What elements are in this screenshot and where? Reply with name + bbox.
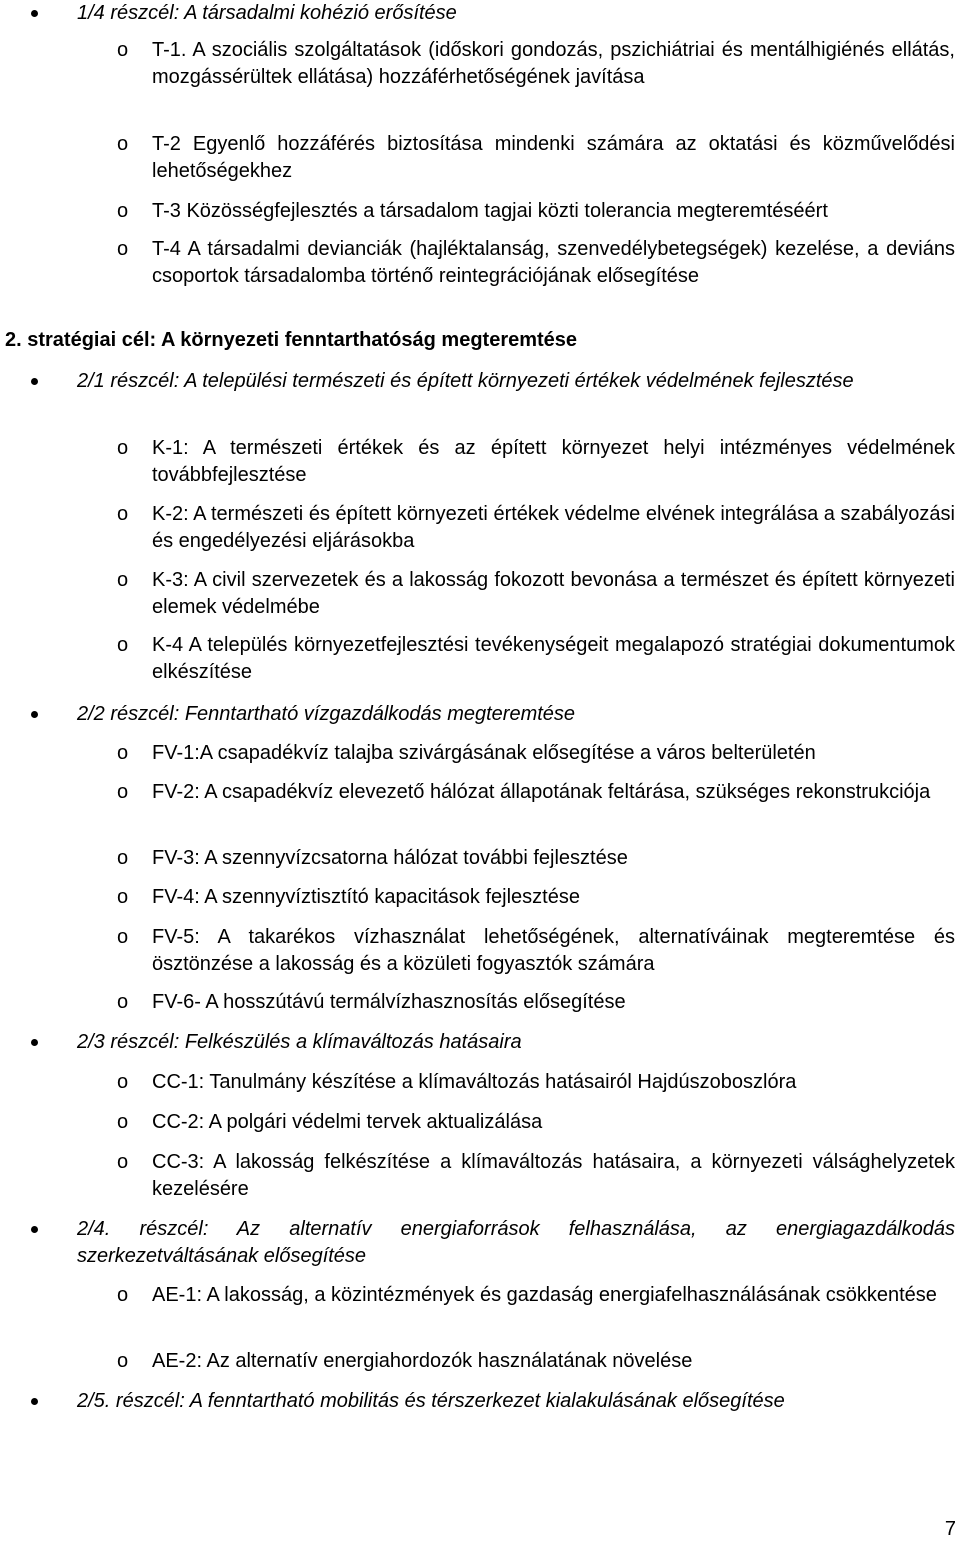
sub-marker: o <box>117 200 129 222</box>
sub-marker: o <box>117 133 129 155</box>
list-item: CC-2: A polgári védelmi tervek aktualizálása <box>152 1111 543 1133</box>
sub-marker: o <box>117 886 129 908</box>
subgoal-title: 2/1 részcél: A települési természeti és épített környezeti értékek védelmének fejlesztése <box>77 370 854 392</box>
list-item: FV-3: A szennyvízcsatorna hálózat további fejlesztése <box>152 847 628 869</box>
list-item: K-2: A természeti és épített környezeti értékek védelme elvének integrálása a szabályozási és engedélyezési eljárásokba <box>152 503 955 552</box>
list-item: FV-6- A hosszútávú termálvízhasznosítás elősegítése <box>152 991 626 1013</box>
sub-marker: o <box>117 847 129 869</box>
list-item: FV-5: A takarékos vízhasználat lehetőségének, alternatíváinak megteremtése és ösztönzése a lakosság és a közületi fogyasztók számára <box>152 926 955 975</box>
subgoal-title: 2/4. részcél: Az alternatív energiaforrások felhasználása, az energiagazdálkodás szerkezetváltásának elősegítése <box>77 1218 955 1267</box>
sub-marker: o <box>117 926 129 948</box>
bullet-icon <box>31 1226 38 1233</box>
page-number: 7 <box>944 1518 956 1540</box>
list-item: T-4 A társadalmi devianciák (hajléktalanság, szenvedélybetegségek) kezelése, a deviáns csoportok társadalomba történő reintegrációjának elősegítése <box>152 238 955 287</box>
sub-marker: o <box>117 1350 129 1372</box>
sub-marker: o <box>117 39 129 61</box>
list-item: T-3 Közösségfejlesztés a társadalom tagjai közti tolerancia megteremtéséért <box>152 200 828 222</box>
list-item: CC-1: Tanulmány készítése a klímaváltozás hatásairól Hajdúszoboszlóra <box>152 1071 797 1093</box>
sub-marker: o <box>117 238 129 260</box>
list-item: K-1: A természeti értékek és az épített környezet helyi intézményes védelmének továbbfejlesztése <box>152 437 955 486</box>
subgoal-title: 2/3 részcél: Felkészülés a klímaváltozás hatásaira <box>77 1031 522 1053</box>
sub-marker: o <box>117 437 129 459</box>
sub-marker: o <box>117 781 129 803</box>
list-item: FV-1:A csapadékvíz talajba szivárgásának elősegítése a város belterületén <box>152 742 816 764</box>
sub-marker: o <box>117 742 129 764</box>
sub-marker: o <box>117 1111 129 1133</box>
list-item: T-1. A szociális szolgáltatások (időskori gondozás, pszichiátriai és mentálhigiénés ellátás, mozgássérültek ellátása) hozzáférhetőségének javítása <box>152 39 955 88</box>
bullet-icon <box>31 711 38 718</box>
list-item: CC-3: A lakosság felkészítése a klímaváltozás hatásaira, a környezeti válsághelyzetek kezelésére <box>152 1151 955 1200</box>
list-item: FV-4: A szennyvíztisztító kapacitások fejlesztése <box>152 886 580 908</box>
sub-marker: o <box>117 1151 129 1173</box>
list-item: K-3: A civil szervezetek és a lakosság fokozott bevonása a természet és épített környezeti elemek védelmébe <box>152 569 955 618</box>
list-item: AE-2: Az alternatív energiahordozók használatának növelése <box>152 1350 693 1372</box>
subgoal-title: 2/2 részcél: Fenntartható vízgazdálkodás megteremtése <box>77 703 576 725</box>
subgoal-title: 1/4 részcél: A társadalmi kohézió erősítése <box>77 2 457 24</box>
sub-marker: o <box>117 634 129 656</box>
goal-heading: 2. stratégiai cél: A környezeti fenntarthatóság megteremtése <box>5 329 578 351</box>
list-item: T-2 Egyenlő hozzáférés biztosítása mindenki számára az oktatási és közművelődési lehetőségekhez <box>152 133 955 182</box>
bullet-icon <box>31 1039 38 1046</box>
sub-marker: o <box>117 1284 129 1306</box>
bullet-icon <box>31 10 38 17</box>
sub-marker: o <box>117 991 129 1013</box>
list-item: AE-1: A lakosság, a közintézmények és gazdaság energiafelhasználásának csökkentése <box>152 1284 937 1306</box>
list-item: K-4 A település környezetfejlesztési tevékenységeit megalapozó stratégiai dokumentumok elkészítése <box>152 634 955 683</box>
sub-marker: o <box>117 503 129 525</box>
list-item: FV-2: A csapadékvíz elevezető hálózat állapotának feltárása, szükséges rekonstrukciója <box>152 781 931 803</box>
sub-marker: o <box>117 1071 129 1093</box>
subgoal-title: 2/5. részcél: A fenntartható mobilitás és térszerkezet kialakulásának elősegítése <box>77 1390 785 1412</box>
sub-marker: o <box>117 569 129 591</box>
bullet-icon <box>31 1398 38 1405</box>
